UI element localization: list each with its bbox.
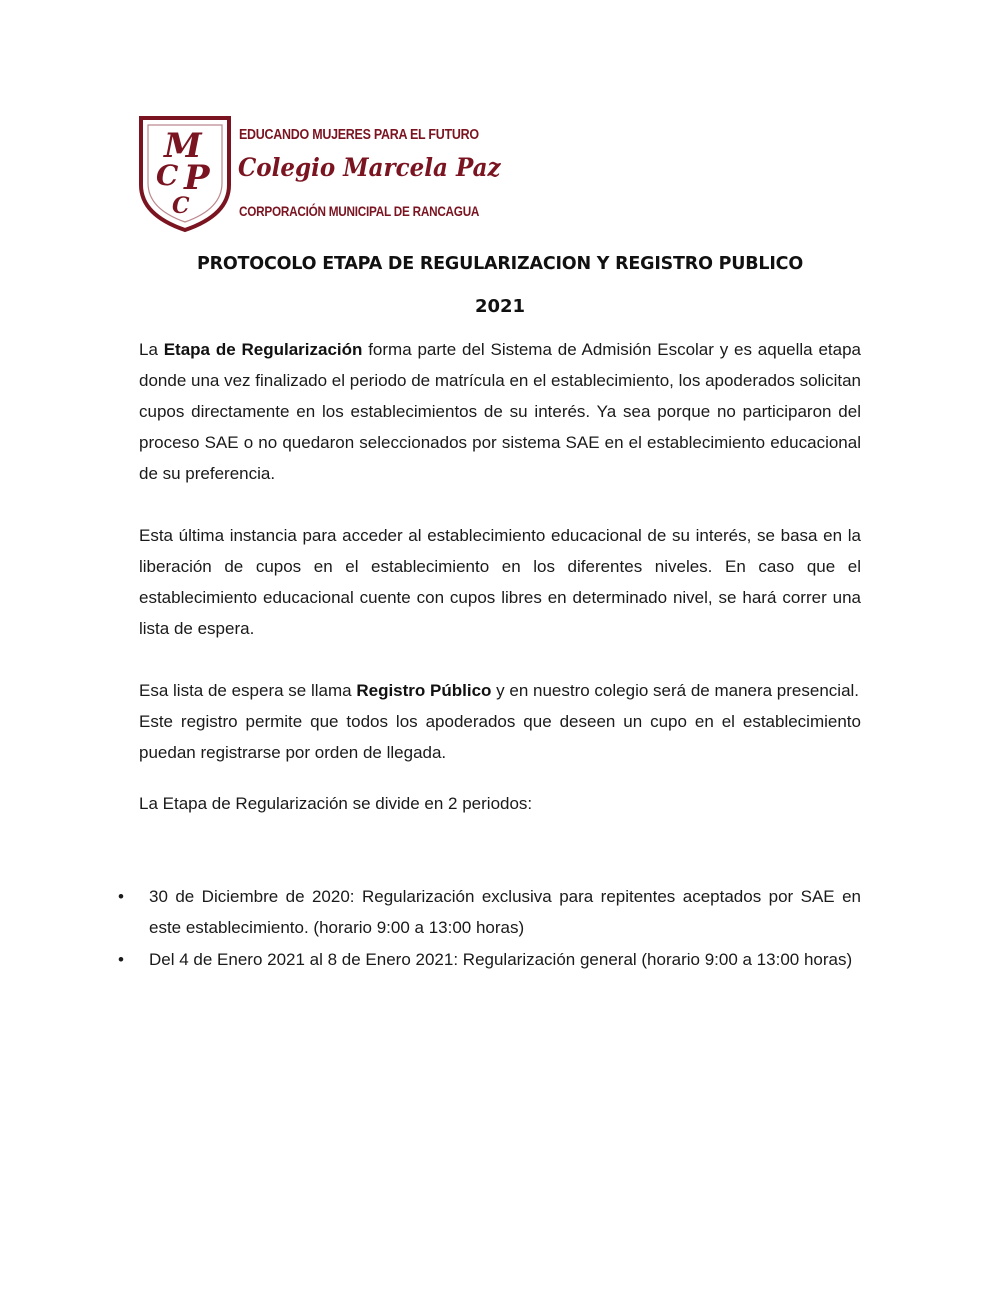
- list-item-text: 30 de Diciembre de 2020: Regularización exclusiva para repitentes aceptados por SAE en este establecimiento. (horario 9:00 a 13:00 horas): [149, 887, 861, 937]
- paragraph-text: forma parte del Sistema de Admisión Escolar y es aquella etapa donde una vez finalizado el periodo de matrícula en el establecimiento, los apoderados solicitan cupos directamente en los establecimientos de su interés. Ya sea porque no participaron del proceso SAE o no quedaron seleccionados por sistema SAE en el establecimiento educacional de su preferencia.: [139, 340, 862, 483]
- logo-corporation: CORPORACIÓN MUNICIPAL DE RANCAGUA: [239, 203, 480, 219]
- bullet-icon: •: [118, 950, 124, 969]
- document-title: PROTOCOLO ETAPA DE REGULARIZACION Y REGISTRO PUBLICO: [196, 254, 803, 274]
- svg-text:C: C: [172, 193, 190, 219]
- paragraph-text: La: [139, 340, 164, 359]
- paragraph-registro-publico: [139, 675, 861, 706]
- bullet-icon: •: [118, 887, 124, 906]
- periods-list: [110, 881, 861, 970]
- list-item: [110, 949, 861, 970]
- bold-term: Registro Público: [356, 681, 492, 700]
- school-logo: [138, 115, 501, 237]
- document-year: 2021: [474, 296, 526, 317]
- logo-tagline: EDUCANDO MUJERES PARA EL FUTURO: [239, 127, 479, 143]
- svg-text:C: C: [156, 159, 179, 192]
- paragraph-instancia: Esta última instancia para acceder al establecimiento educacional de su interés, se basa en la liberación de cupos en el establecimiento en los diferentes niveles. En caso que el establecimiento educacional cuente con cupos libres en determinado nivel, se hará correr una lista de espera.: [139, 526, 861, 638]
- paragraph-text: y en nuestro colegio será de manera presencial.: [491, 681, 860, 700]
- paragraph-registro-orden: Este registro permite que todos los apoderados que deseen un cupo en el establecimiento puedan registrarse por orden de llegada.: [139, 712, 861, 762]
- list-item-text: Del 4 de Enero 2021 al 8 de Enero 2021: Regularización general (horario 9:00 a 13:00 horas): [149, 950, 853, 969]
- paragraph-regularizacion: [139, 334, 861, 489]
- svg-text:P: P: [184, 158, 210, 198]
- svg-text:M: M: [164, 126, 202, 166]
- document-body: [139, 334, 861, 819]
- school-crest-icon: [138, 115, 232, 233]
- paragraph-text: Esa lista de espera se llama: [139, 681, 357, 700]
- list-item: [110, 881, 861, 943]
- bold-term: Etapa de Regularización: [163, 340, 363, 359]
- logo-school-name: Colegio Marcela Paz: [238, 153, 501, 182]
- paragraph-periodos: La Etapa de Regularización se divide en 2 periodos:: [139, 794, 533, 813]
